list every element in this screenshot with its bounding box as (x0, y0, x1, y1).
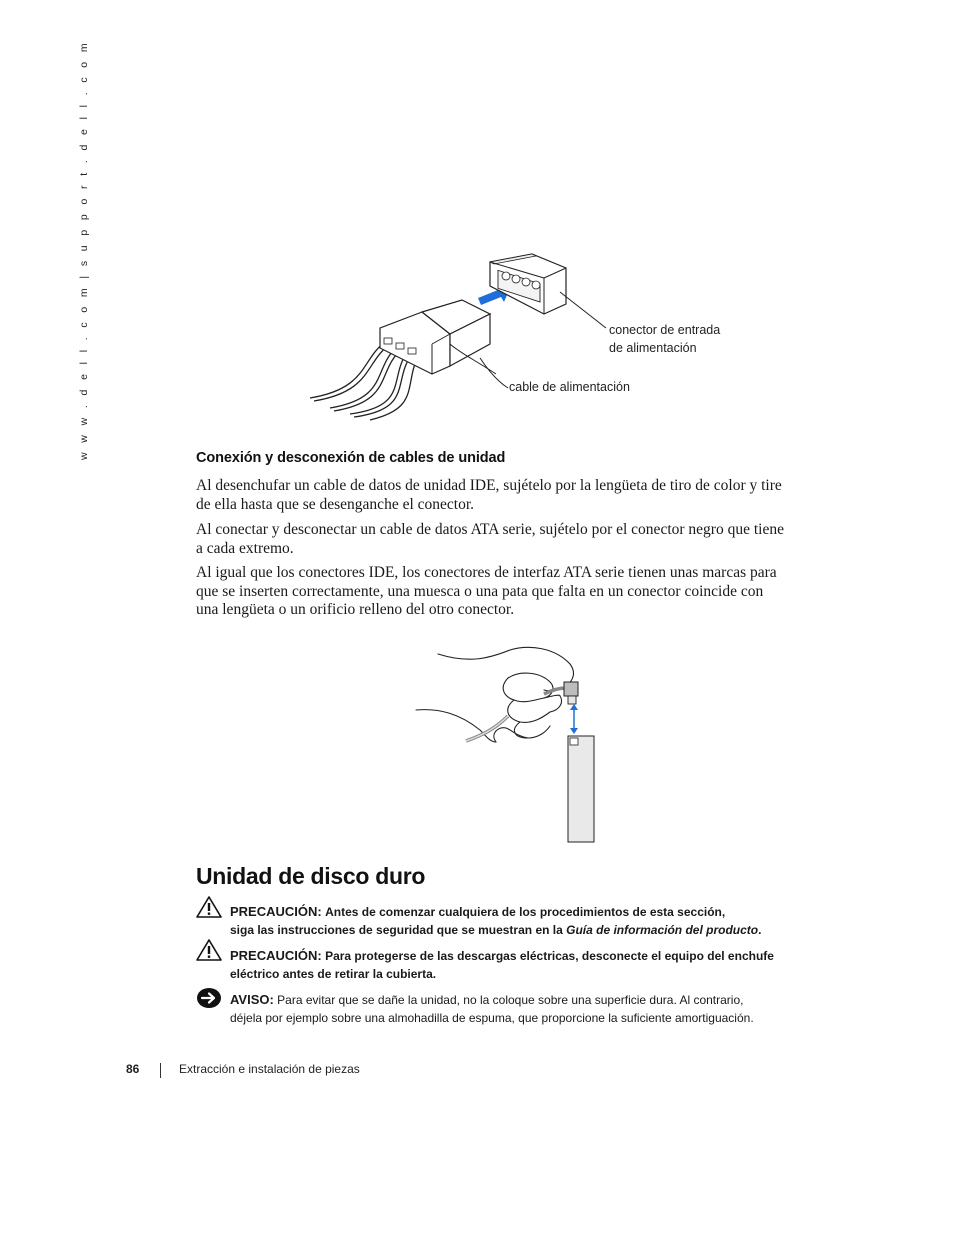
paragraph-line: Al igual que los conectores IDE, los conectores de interfaz ATA serie tienen unas marcas para (196, 564, 777, 581)
caution-notice-2 (230, 947, 800, 983)
notice-line (230, 922, 800, 940)
label-power-input-connector-1: conector de entrada (609, 323, 721, 337)
paragraph-line: Al desenchufar un cable de datos de unidad IDE, sujételo por la lengüeta de tiro de color y tire (196, 477, 782, 494)
paragraph-line: que se inserten correctamente, una muesca o una pata que falta en un conector coincide con (196, 582, 764, 600)
caution-text: Para protegerse de las descargas eléctricas, desconecte el equipo del enchufe (325, 949, 774, 963)
label-power-input-connector-2: de alimentación (609, 341, 697, 355)
notice-tag: AVISO: (230, 992, 274, 1007)
notice-line (230, 903, 800, 922)
paragraph-line: de ella hasta que se desenganche el conector. (196, 495, 475, 513)
caution-notice-1 (230, 903, 800, 939)
side-url-text: w w w . d e l l . c o m | s u p p o r t . d e l l . c o m (78, 39, 90, 460)
footer-separator (160, 1063, 161, 1078)
paragraph-sata-cable (196, 521, 796, 558)
notice-box (230, 991, 800, 1027)
caution-text: eléctrico antes de retirar la cubierta. (230, 966, 437, 981)
warning-triangle-icon (196, 896, 222, 918)
caution-text: siga las instrucciones de seguridad que se muestran en la (230, 922, 567, 937)
notice-text: Para evitar que se dañe la unidad, no la coloque sobre una superficie dura. Al contrario, (277, 993, 744, 1007)
notice-line: déjela por ejemplo sobre una almohadilla de espuma, que proporcione la suficiente amortiguación. (230, 1010, 754, 1025)
product-info-guide-title: Guía de información del producto (566, 922, 759, 937)
notice-line (230, 966, 800, 984)
warning-triangle-icon (196, 939, 222, 961)
caution-tag: PRECAUCIÓN: (230, 904, 322, 919)
main-heading: Unidad de disco duro (196, 863, 426, 889)
paragraph-line: a cada extremo. (196, 539, 294, 557)
paragraph-keyed-connectors (196, 564, 796, 620)
caution-tag: PRECAUCIÓN: (230, 948, 322, 963)
page-number: 86 (126, 1062, 140, 1076)
caution-text: Antes de comenzar cualquiera de los procedimientos de esta sección, (325, 905, 726, 919)
notice-line (230, 991, 800, 1010)
power-connector-illustration (300, 248, 640, 428)
footer-section-title: Extracción e instalación de piezas (179, 1062, 360, 1076)
section-heading: Conexión y desconexión de cables de unidad (196, 450, 506, 466)
paragraph-ide-cable (196, 477, 796, 514)
caution-text: . (758, 922, 762, 937)
paragraph-line: Al conectar y desconectar un cable de datos ATA serie, sujételo por el conector negro que tiene (196, 521, 784, 538)
sata-cable-hand-illustration (410, 638, 610, 846)
label-power-cable: cable de alimentación (509, 380, 630, 394)
notice-arrow-icon (196, 987, 222, 1009)
paragraph-line: una lengüeta o un orificio relleno del otro conector. (196, 601, 515, 618)
notice-line (230, 947, 800, 966)
